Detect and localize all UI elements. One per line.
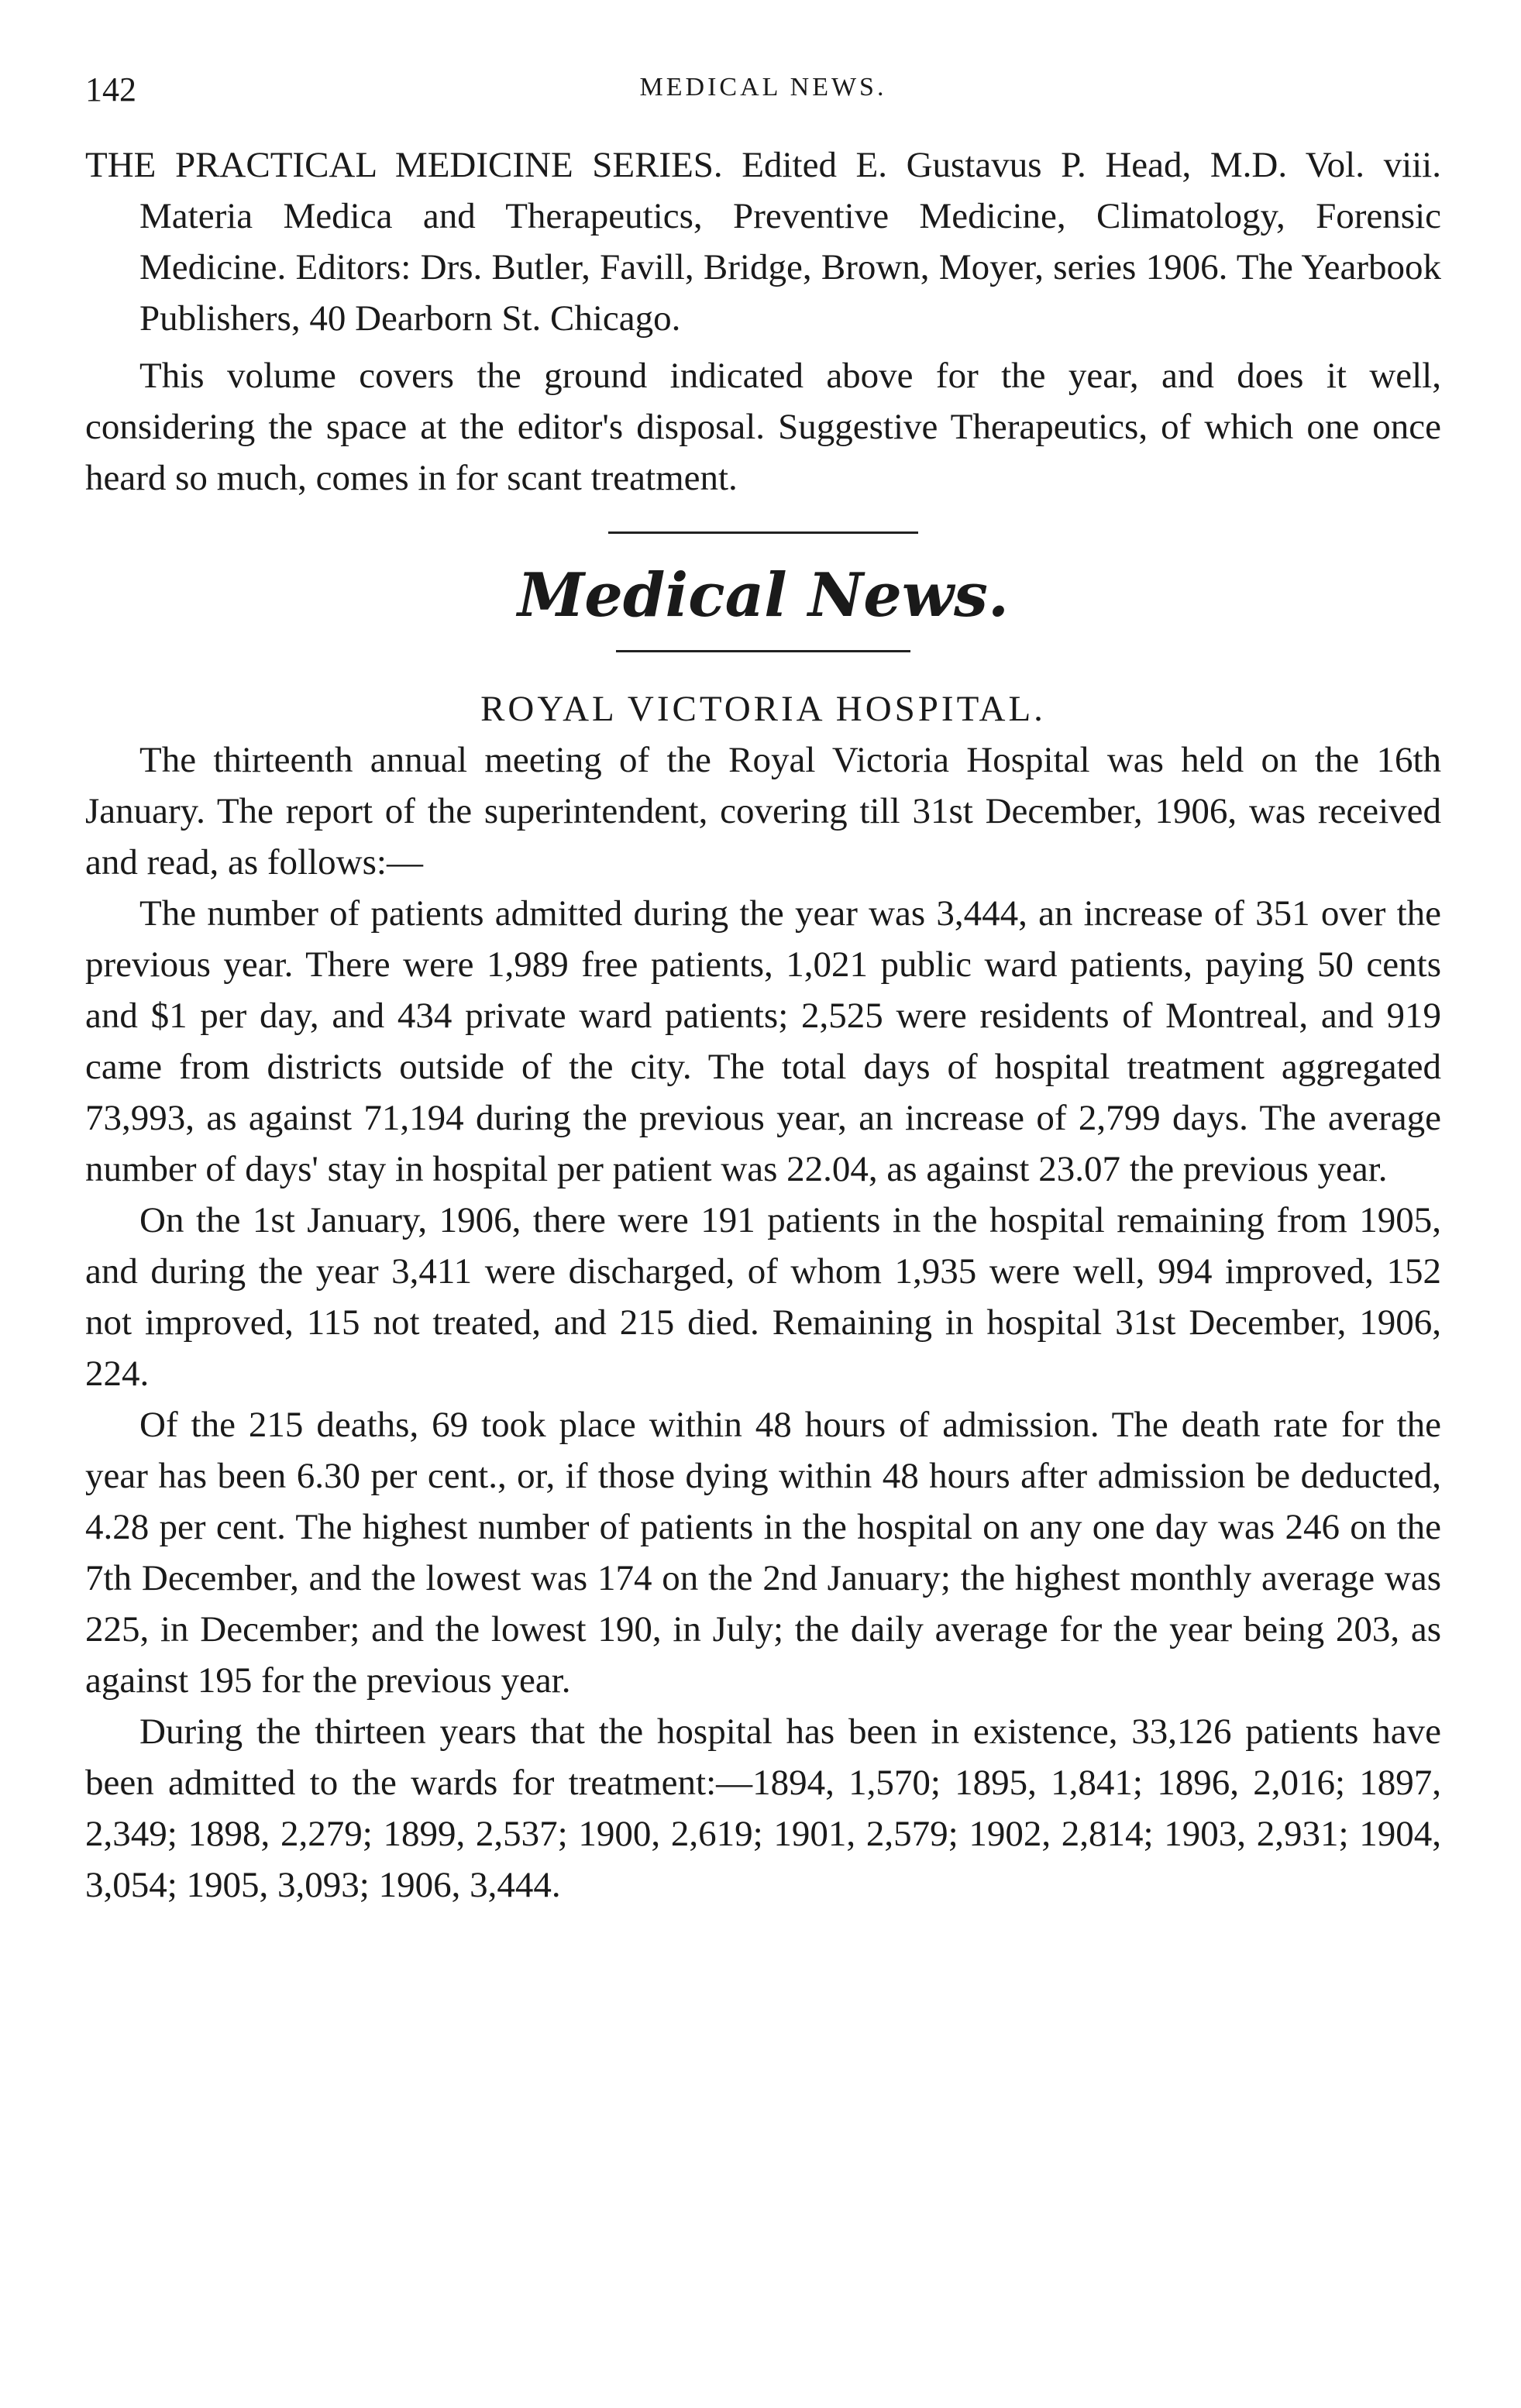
running-head [85, 70, 1441, 124]
article-title: ROYAL VICTORIA HOSPITAL. [480, 689, 1046, 729]
book-review [85, 139, 1441, 504]
page-number: 142 [85, 71, 136, 108]
review-body: This volume covers the ground indicated above for the year, and does it well, considering the space at the editor's disposal. Suggestive Therapeutics, of which one once heard so much, comes in for scant treatment. [85, 356, 1441, 498]
divider-rule [608, 531, 918, 534]
section-title: Medical News. [517, 560, 1010, 631]
article-paragraph: The number of patients admitted during the year was 3,444, an increase of 351 over the previous year. There were 1,989 free patients, 1,021 public ward patients, paying 50 cents and $1 per day, and 434 private ward patients; 2,525 were residents of Montreal, and 919 came from districts outside of the city. The total days of hospital treatment aggregated 73,993, as against 71,194 during the previous year, an increase of 2,799 days. The average number of days' stay in hospital per patient was 22.04, as against 23.07 the previous year. [85, 893, 1441, 1189]
article [85, 683, 1441, 1911]
review-citation: THE PRACTICAL MEDICINE SERIES. Edited E. Gustavus P. Head, M.D. Vol. viii. Materia Medica and Therapeutics, Preventive Medicine, Climatology, Forensic Medicine. Editors: Drs. Butler, Favill, Bridge, Brown, Moyer, series 1906. The Yearbook Publishers, 40 Dearborn St. Chicago. [85, 145, 1441, 339]
article-paragraph: On the 1st January, 1906, there were 191 patients in the hospital remaining from 1905, and during the year 3,411 were discharged, of whom 1,935 were well, 994 improved, 152 not improved, 115 not treated, and 215 died. Remaining in hospital 31st December, 1906, 224. [85, 1200, 1441, 1394]
article-paragraph: The thirteenth annual meeting of the Royal Victoria Hospital was held on the 16th January. The report of the superintendent, covering till 31st December, 1906, was received and read, as follows:— [85, 740, 1441, 882]
page [85, 70, 1441, 1911]
running-title: MEDICAL NEWS. [639, 73, 887, 101]
article-paragraph: Of the 215 deaths, 69 took place within 48 hours of admission. The death rate for the year has been 6.30 per cent., or, if those dying within 48 hours after admission be deducted, 4.28 per cent. The highest number of patients in the hospital on any one day was 246 on the 7th December, and the lowest was 174 on the 2nd January; the highest monthly average was 225, in December; and the lowest 190, in July; the daily average for the year being 203, as against 195 for the previous year. [85, 1405, 1441, 1701]
divider-rule [616, 650, 910, 652]
article-paragraph: During the thirteen years that the hospital has been in existence, 33,126 patients have been admitted to the wards for treatment:—1894, 1,570; 1895, 1,841; 1896, 2,016; 1897, 2,349; 1898, 2,279; 1899, 2,537; 1900, 2,619; 1901, 2,579; 1902, 2,814; 1903, 2,931; 1904, 3,054; 1905, 3,093; 1906, 3,444. [85, 1711, 1441, 1905]
